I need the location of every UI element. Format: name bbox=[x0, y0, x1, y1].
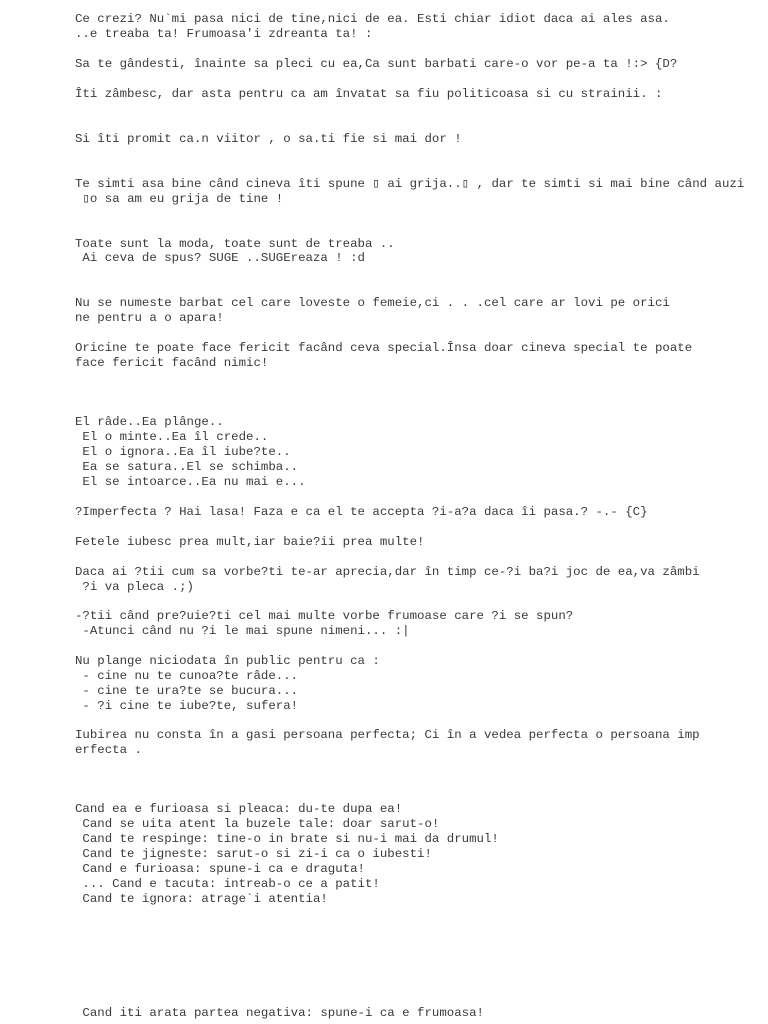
text-line: Oricine te poate face fericit facând ceva special.Însa doar cineva special te poate bbox=[75, 341, 693, 355]
text-line: Nu plange niciodata în public pentru ca : bbox=[75, 654, 380, 668]
text-line: - cine nu te cunoa?te râde... bbox=[75, 669, 299, 683]
text-line: El râde..Ea plânge.. bbox=[75, 415, 224, 429]
text-line: face fericit facând nimic! bbox=[75, 356, 269, 370]
text-line: Fetele iubesc prea mult,iar baie?ii prea multe! bbox=[75, 535, 425, 549]
text-line: Daca ai ?tii cum sa vorbe?ti te-ar aprecia,dar în timp ce-?i ba?i joc de ea,va zâmbi bbox=[75, 565, 700, 579]
text-line: Cand e furioasa: spune-i ca e draguta! bbox=[75, 862, 365, 876]
text-line: -?tii când pre?uie?ti cel mai multe vorbe frumoase care ?i se spun? bbox=[75, 609, 574, 623]
text-line: Ce crezi? Nu`mi pasa nici de tine,nici de ea. Esti chiar idiot daca ai ales asa. bbox=[75, 12, 670, 26]
text-line: ?Imperfecta ? Hai lasa! Faza e ca el te accepta ?i-a?a daca îi pasa.? -.- {C} bbox=[75, 505, 648, 519]
text-line: ▯o sa am eu grija de tine ! bbox=[75, 192, 284, 206]
text-line: ... Cand e tacuta: intreab-o ce a patit! bbox=[75, 877, 380, 891]
text-line: Iubirea nu consta în a gasi persoana perfecta; Ci în a vedea perfecta o persoana imp bbox=[75, 728, 700, 742]
text-line: - ?i cine te iube?te, sufera! bbox=[75, 699, 299, 713]
text-line: Toate sunt la moda, toate sunt de treaba .. bbox=[75, 237, 395, 251]
text-line: Te simti asa bine când cineva îti spune ▯ ai grija..▯ , dar te simti si mai bine când auzi bbox=[75, 177, 745, 191]
text-line: ne pentru a o apara! bbox=[75, 311, 224, 325]
text-line: Sa te gândesti, înainte sa pleci cu ea,Ca sunt barbati care-o vor pe-a ta !:> {D? bbox=[75, 57, 678, 71]
text-line: erfecta . bbox=[75, 743, 142, 757]
text-line: Nu se numeste barbat cel care loveste o femeie,ci . . .cel care ar lovi pe orici bbox=[75, 296, 670, 310]
text-line: Cand te respinge: tine-o in brate si nu-i mai da drumul! bbox=[75, 832, 499, 846]
text-line: Cand iti arata partea negativa: spune-i ca e frumoasa! bbox=[75, 1006, 484, 1020]
text-line: Si îti promit ca.n viitor , o sa.ti fie si mai dor ! bbox=[75, 132, 462, 146]
text-line: Cand ea e furioasa si pleaca: du-te dupa ea! bbox=[75, 802, 403, 816]
text-line: Ai ceva de spus? SUGE ..SUGEreaza ! :d bbox=[75, 251, 365, 265]
text-line: - cine te ura?te se bucura... bbox=[75, 684, 299, 698]
text-line: El o minte..Ea îl crede.. bbox=[75, 430, 269, 444]
text-line: ?i va pleca .;) bbox=[75, 580, 194, 594]
text-line: Cand se uita atent la buzele tale: doar sarut-o! bbox=[75, 817, 440, 831]
text-line: Cand te ignora: atrage`i atentia! bbox=[75, 892, 328, 906]
text-line: Îti zâmbesc, dar asta pentru ca am învatat sa fiu politicoasa si cu strainii. : bbox=[75, 87, 663, 101]
text-line: -Atunci când nu ?i le mai spune nimeni... :| bbox=[75, 624, 410, 638]
text-line: Cand te jigneste: sarut-o si zi-i ca o iubesti! bbox=[75, 847, 432, 861]
text-line: El se intoarce..Ea nu mai e... bbox=[75, 475, 306, 489]
text-line: ..e treaba ta! Frumoasa'i zdreanta ta! : bbox=[75, 27, 373, 41]
text-line: El o ignora..Ea îl iube?te.. bbox=[75, 445, 291, 459]
text-line: Ea se satura..El se schimba.. bbox=[75, 460, 299, 474]
